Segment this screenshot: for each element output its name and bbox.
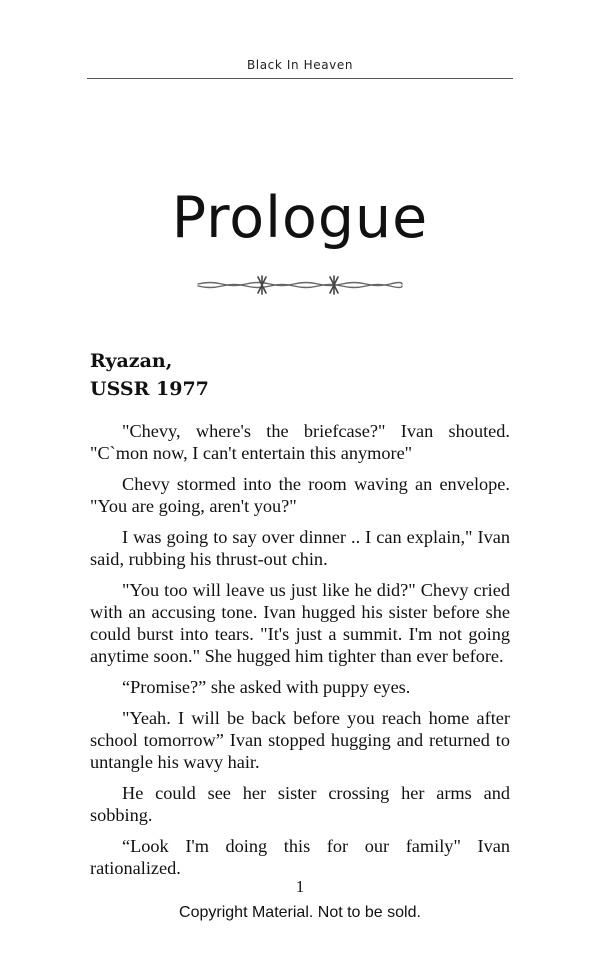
header-rule <box>87 78 513 79</box>
paragraph: "You too will leave us just like he did?" Chevy cried with an accusing tone. Ivan hugged his sister before she could burst into tears. "It's just a summit. I'm not going anytime soon." She hugged him tighter than ever before. <box>90 580 510 666</box>
paragraph: "Yeah. I will be back before you reach home after school tomorrow” Ivan stopped hugging and returned to untangle his wavy hair. <box>90 708 510 772</box>
copyright-notice: Copyright Material. Not to be sold. <box>179 904 421 921</box>
paragraph: “Look I'm doing this for our family" Ivan rationalized. <box>90 836 510 878</box>
paragraph: "Chevy, where's the briefcase?" Ivan shouted. "C`mon now, I can't entertain this anymore" <box>90 421 510 463</box>
paragraph: Chevy stormed into the room waving an envelope. "You are going, aren't you?" <box>90 474 510 516</box>
location-country-year: USSR 1977 <box>90 378 209 400</box>
page-number: 1 <box>295 877 305 896</box>
running-head: Black In Heaven <box>246 58 354 72</box>
paragraph: He could see her sister crossing her arms and sobbing. <box>90 783 510 825</box>
paragraph: I was going to say over dinner .. I can explain," Ivan said, rubbing his thrust-out chin. <box>90 527 510 569</box>
paragraph: “Promise?” she asked with puppy eyes. <box>122 677 411 697</box>
scene-location <box>90 347 510 403</box>
chapter-title: Prologue <box>171 185 429 251</box>
location-city: Ryazan, <box>90 350 173 372</box>
barbed-wire-icon <box>196 272 404 298</box>
chapter-body <box>90 420 510 888</box>
